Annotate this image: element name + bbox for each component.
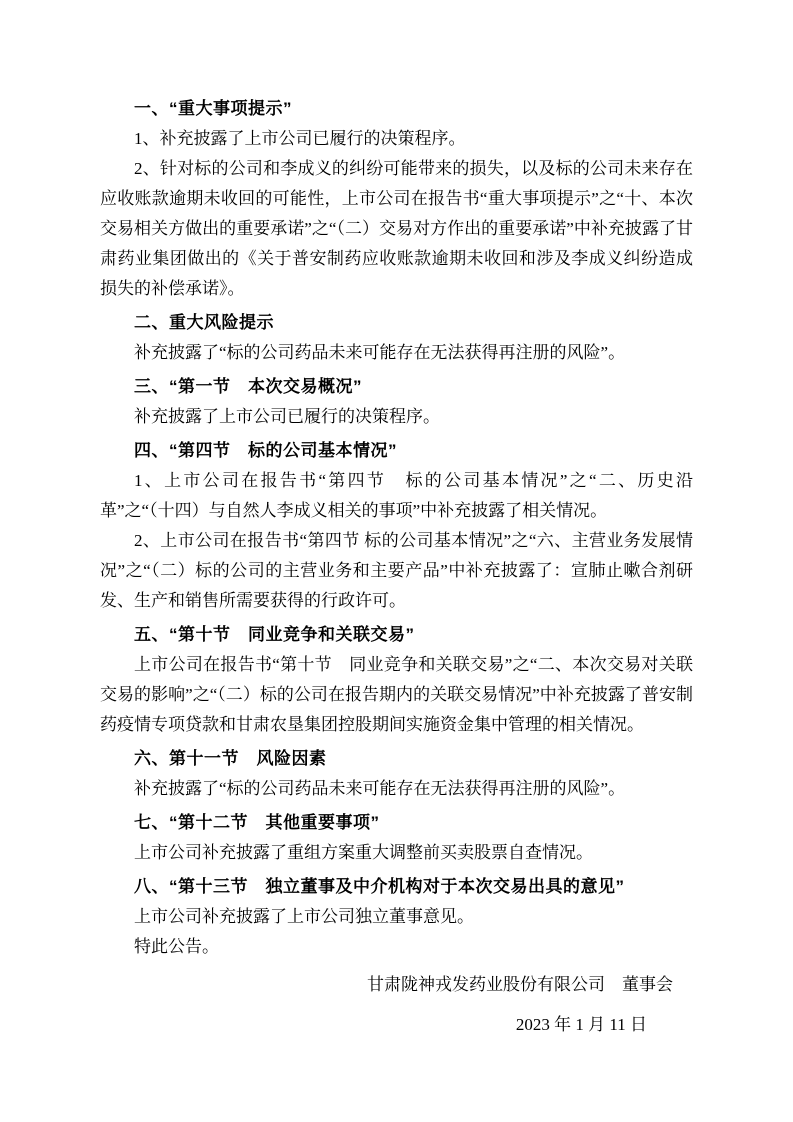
section-heading-8: 八、“第十三节 独立董事及中介机构对于本次交易出具的意见” [134,877,625,896]
section-heading-4: 四、“第四节 标的公司基本情况” [134,441,397,460]
paragraph: 补充披露了“标的公司药品未来可能存在无法获得再注册的风险”。 [134,779,626,798]
paragraph: 上市公司在报告书“第十节 同业竞争和关联交易”之“二、本次交易对关联交易的影响”之“（二）标的公司在报告期内的关联交易情况”中补充披露了普安制药疫情专项贷款和甘肃农垦集团控股期间实施资金集中管理的相关情况。 [100,655,693,734]
signature-block [100,970,693,1040]
paragraph: 补充披露了上市公司已履行的决策程序。 [134,407,440,426]
paragraph: 2、上市公司在报告书“第四节 标的公司基本情况”之“六、主营业务发展情况”之“（二）标的公司的主营业务和主要产品”中补充披露了：宣肺止嗽合剂研发、生产和销售所需要获得的行政许可。 [100,531,693,610]
closing-line: 特此公告。 [134,937,219,956]
section-heading-7: 七、“第十二节 其他重要事项” [134,813,380,832]
section-heading-3: 三、“第一节 本次交易概况” [134,377,362,396]
paragraph: 2、针对标的公司和李成义的纠纷可能带来的损失，以及标的公司未来存在应收账款逾期未收回的可能性，上市公司在报告书“重大事项提示”之“十、本次交易相关方做出的重要承诺”之“（二）交易对方作出的重要承诺”中补充披露了甘肃药业集团做出的《关于普安制药应收账款逾期未收回和涉及李成义纠纷造成损失的补偿承诺》。 [100,159,693,298]
section-heading-1: 一、“重大事项提示” [134,99,292,118]
paragraph: 上市公司补充披露了重组方案重大调整前买卖股票自查情况。 [134,843,593,862]
section-heading-5: 五、“第十节 同业竞争和关联交易” [134,625,415,644]
signature-date: 2023 年 1 月 11 日 [515,1015,647,1034]
paragraph: 1、上市公司在报告书“第四节 标的公司基本情况”之“二、历史沿革”之“（十四）与自然人李成义相关的事项”中补充披露了相关情况。 [100,471,693,520]
paragraph: 补充披露了“标的公司药品未来可能存在无法获得再注册的风险”。 [134,343,626,362]
section-heading-2: 二、重大风险提示 [134,313,274,332]
signature-company: 甘肃陇神戎发药业股份有限公司 董事会 [367,975,673,994]
paragraph: 上市公司补充披露了上市公司独立董事意见。 [134,907,474,926]
paragraph: 1、补充披露了上市公司已履行的决策程序。 [134,129,466,148]
document-content [100,90,693,1040]
section-heading-6: 六、第十一节 风险因素 [134,749,327,768]
